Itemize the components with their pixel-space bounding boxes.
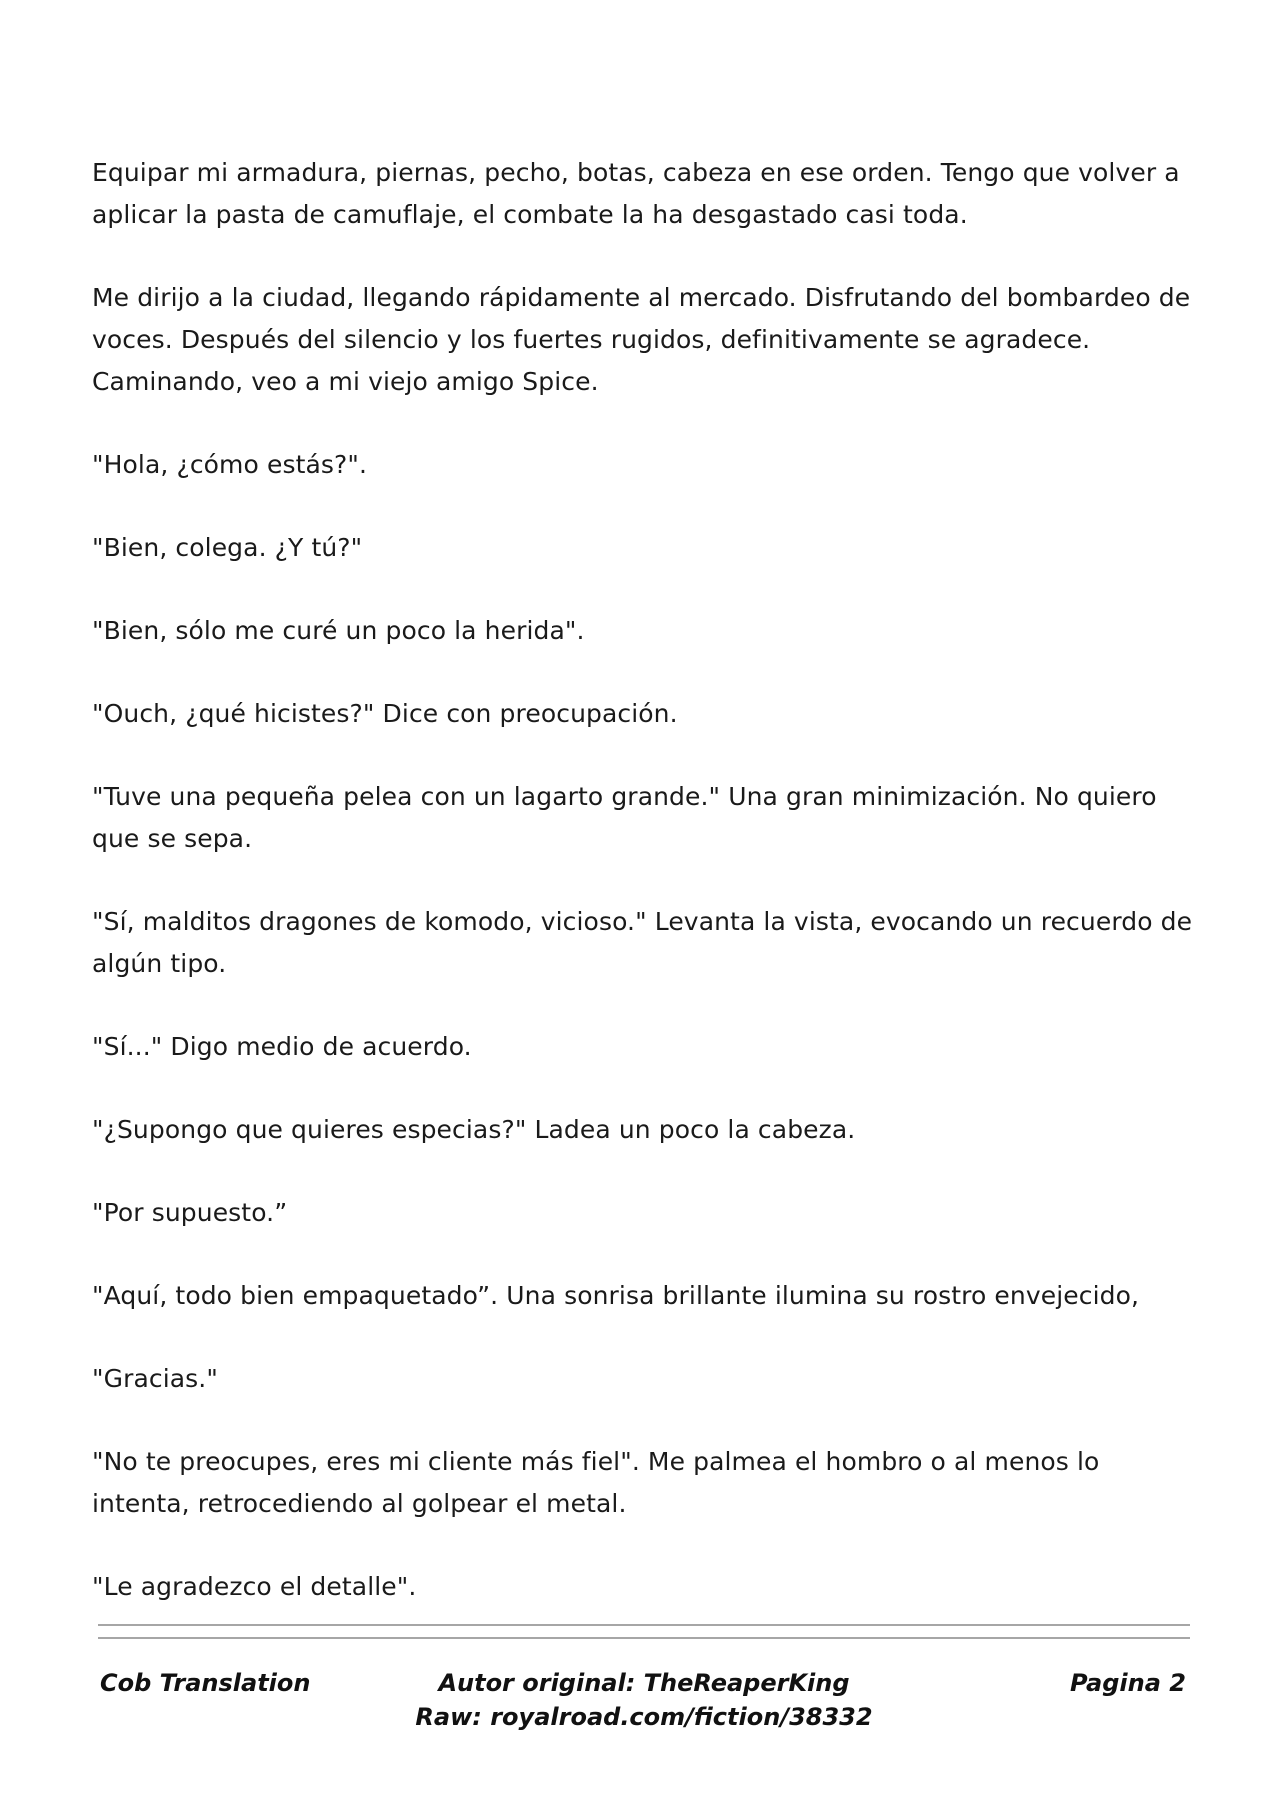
footer-divider-top bbox=[98, 1624, 1190, 1626]
paragraph: "Sí, malditos dragones de komodo, vicioso." Levanta la vista, evocando un recuerdo de algún tipo. bbox=[92, 907, 1193, 978]
paragraph: "Sí..." Digo medio de acuerdo. bbox=[92, 1032, 472, 1061]
paragraph: "Gracias." bbox=[92, 1364, 218, 1393]
paragraph: "Le agradezco el detalle". bbox=[92, 1572, 417, 1601]
paragraph: "Bien, sólo me curé un poco la herida". bbox=[92, 616, 585, 645]
paragraph: Equipar mi armadura, piernas, pecho, botas, cabeza en ese orden. Tengo que volver a aplicar la pasta de camuflaje, el combate la ha desgastado casi toda. bbox=[92, 158, 1180, 229]
footer-translator: Cob Translation bbox=[100, 1669, 311, 1697]
page-body bbox=[92, 152, 1202, 1649]
footer-divider-bottom bbox=[98, 1637, 1190, 1639]
footer-page-number: Pagina 2 bbox=[1070, 1669, 1186, 1697]
paragraph: Me dirijo a la ciudad, llegando rápidamente al mercado. Disfrutando del bombardeo de voces. Después del silencio y los fuertes rugidos, definitivamente se agradece. Caminando, veo a mi viejo amigo Spice. bbox=[92, 283, 1191, 396]
footer-raw-link: Raw: royalroad.com/fiction/38332 bbox=[415, 1703, 873, 1731]
paragraph: "No te preocupes, eres mi cliente más fiel". Me palmea el hombro o al menos lo intenta, retrocediendo al golpear el metal. bbox=[92, 1447, 1100, 1518]
paragraph: "Tuve una pequeña pelea con un lagarto grande." Una gran minimización. No quiero que se sepa. bbox=[92, 782, 1157, 853]
paragraph: "Hola, ¿cómo estás?". bbox=[92, 450, 368, 479]
paragraph: "Por supuesto.” bbox=[92, 1198, 288, 1227]
footer-author: Autor original: TheReaperKing bbox=[438, 1669, 850, 1697]
paragraph: "Bien, colega. ¿Y tú?" bbox=[92, 533, 363, 562]
paragraph: "Ouch, ¿qué hicistes?" Dice con preocupación. bbox=[92, 699, 678, 728]
paragraph: "Aquí, todo bien empaquetado”. Una sonrisa brillante ilumina su rostro envejecido, bbox=[92, 1281, 1140, 1310]
paragraph: "¿Supongo que quieres especias?" Ladea un poco la cabeza. bbox=[92, 1115, 856, 1144]
